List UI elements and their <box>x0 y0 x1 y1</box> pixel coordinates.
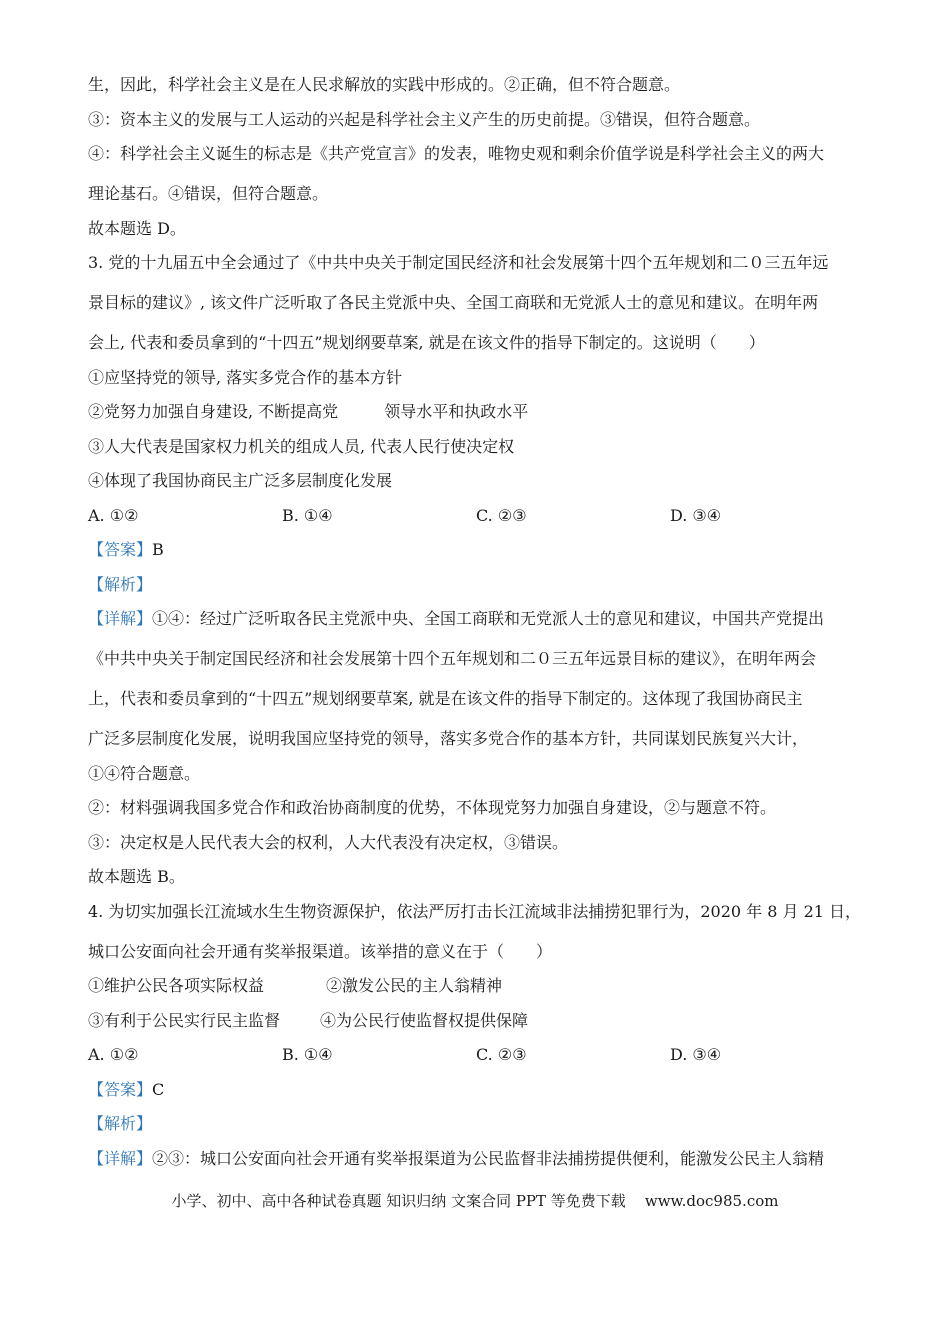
question-4-items <box>88 969 868 1004</box>
detail-line <box>88 1142 868 1177</box>
conclusion-line: 故本题选 B。 <box>88 867 185 886</box>
detail-line: ①④符合题意。 <box>88 763 201 783</box>
detail-tag: 【详解】 <box>88 1148 153 1168</box>
footer-text: 小学、初中、高中各种试卷真题 知识归纳 文案合同 PPT 等免费下载 <box>171 1192 626 1210</box>
item-text: ②激发公民的主人翁精神 <box>326 976 503 995</box>
answer-tag: 【答案】 <box>88 1079 153 1099</box>
answer-line <box>88 1073 868 1108</box>
option-b: B. ①④ <box>282 1045 333 1064</box>
text-line: 故本题选 D。 <box>88 218 186 238</box>
question-3-options <box>88 499 868 534</box>
question-3-item: ③人大代表是国家权力机关的组成人员, 代表人民行使决定权 <box>88 436 515 456</box>
detail-line: ②：材料强调我国多党合作和政治协商制度的优势，不体现党努力加强自身建设，②与题意不符。 <box>88 798 777 817</box>
answer-value: B <box>152 540 164 559</box>
question-3-stem: 景目标的建议》, 该文件广泛听取了各民主党派中央、全国工商联和无党派人士的意见和建议。在明年两 <box>88 293 819 312</box>
footer-site-link[interactable]: www.doc985.com <box>644 1192 779 1210</box>
question-3-item <box>88 395 868 430</box>
analysis-tag: 【解析】 <box>88 574 153 594</box>
text-line: ④：科学社会主义诞生的标志是《共产党宣言》的发表，唯物史观和剩余价值学说是科学社会主义的两大 <box>88 144 825 163</box>
question-4-stem: 城口公安面向社会开通有奖举报渠道。该举措的意义在于（ ） <box>88 941 553 961</box>
detail-line: 《中共中央关于制定国民经济和社会发展第十四个五年规划和二０三五年远景目标的建议》，在明年两会 <box>88 649 817 668</box>
option-a: A. ①② <box>88 505 139 525</box>
analysis-tag: 【解析】 <box>88 1114 153 1133</box>
analysis-line <box>88 568 868 603</box>
item-text: 领导水平和执政水平 <box>384 402 529 421</box>
answer-line <box>88 533 868 568</box>
answer-value: C <box>152 1079 165 1099</box>
detail-text: ①④：经过广泛听取各民主党派中央、全国工商联和无党派人士的意见和建议，中国共产党提出 <box>152 609 825 628</box>
question-4-stem: 4. 为切实加强长江流域水生生物资源保护，依法严厉打击长江流域非法捕捞犯罪行为，2020 年 8 月 21 日， <box>88 901 862 921</box>
detail-text: ②③：城口公安面向社会开通有奖举报渠道为公民监督非法捕捞提供便利，能激发公民主人翁精 <box>152 1148 825 1168</box>
item-text: ②党努力加强自身建设, 不断提高党 <box>88 402 339 421</box>
page-footer <box>0 1190 950 1211</box>
option-a: A. ①② <box>88 1045 139 1064</box>
question-4-items <box>88 1004 868 1039</box>
option-b: B. ①④ <box>282 505 333 525</box>
detail-line: 上，代表和委员拿到的“十四五”规划纲要草案, 就是在该文件的指导下制定的。这体现了我国协商民主 <box>88 689 803 708</box>
answer-tag: 【答案】 <box>88 540 153 559</box>
detail-line <box>88 602 868 642</box>
detail-tag: 【详解】 <box>88 609 153 628</box>
analysis-line <box>88 1107 868 1142</box>
question-3-stem: 会上, 代表和委员拿到的“十四五”规划纲要草案, 就是在该文件的指导下制定的。这说明（ ） <box>88 333 765 352</box>
option-c: C. ②③ <box>476 1045 527 1064</box>
item-text: ①维护公民各项实际权益 <box>88 976 265 995</box>
option-c: C. ②③ <box>476 505 527 525</box>
option-d: D. ③④ <box>670 505 722 525</box>
text-line: ③：资本主义的发展与工人运动的兴起是科学社会主义产生的历史前提。③错误，但符合题意。 <box>88 109 761 129</box>
document-body <box>88 68 868 1176</box>
item-text: ③有利于公民实行民主监督 <box>88 1010 281 1030</box>
detail-line: 广泛多层制度化发展，说明我国应坚持党的领导，落实多党合作的基本方针，共同谋划民族复兴大计， <box>88 729 809 748</box>
item-text: ④为公民行使监督权提供保障 <box>320 1010 529 1030</box>
option-d: D. ③④ <box>670 1045 722 1064</box>
text-line: 生，因此，科学社会主义是在人民求解放的实践中形成的。②正确，但不符合题意。 <box>88 75 681 94</box>
text-line: 理论基石。④错误，但符合题意。 <box>88 184 329 203</box>
question-3-stem: 3. 党的十九届五中全会通过了《中共中央关于制定国民经济和社会发展第十四个五年规划和二０三五年远 <box>88 253 829 272</box>
detail-line: ③：决定权是人民代表大会的权利，人大代表没有决定权，③错误。 <box>88 832 569 852</box>
question-3-item: ①应坚持党的领导, 落实多党合作的基本方针 <box>88 367 403 387</box>
question-3-item: ④体现了我国协商民主广泛多层制度化发展 <box>88 471 393 490</box>
question-4-options <box>88 1038 868 1073</box>
